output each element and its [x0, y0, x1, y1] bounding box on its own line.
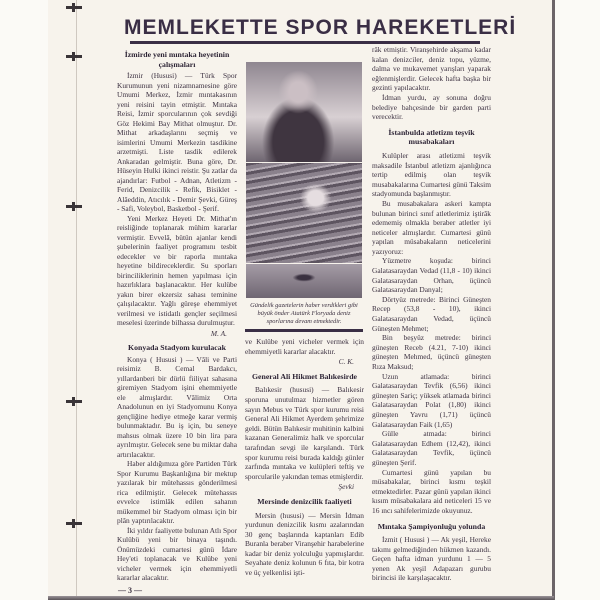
article-heading: Mıntaka Şampiyonluğu yolunda [377, 521, 486, 531]
article-signature: Şevki [338, 482, 354, 492]
page-bottom-shadow [48, 596, 554, 600]
column-1 [117, 47, 237, 583]
article-signature: C. K. [338, 357, 354, 367]
article-heading: Konyada Stadyom kurulacak [128, 343, 226, 352]
page-number: — 3 — [118, 586, 142, 595]
article-paragraph: Haber aldığımıza göre Partiden Türk Spor Kurumu Başkanlığına bir mektup yazılarak bir mütehassıs gönderilmesi rica edilmiştir. Gelecek mütehassıs evvelce istimlâk edilen sahanın mükemmel bir Stadyom olması için bir plân yaptırılacaktır. [117, 459, 237, 525]
article-paragraph: Yeni Merkez Heyeti Dr. Mithat'ın reisliğinde toplanarak mühim kararlar vermiştir. Evvelâ, bütün ajanlar kendi şubelerinin faaliyet programını tesbit edecekler ve bir raporla mıntaka heyetine bildireceklerdir. Su sporları birinciliklerinin hemen yapılması için hazırlıklara başlanacaktır. Her kulübe yakın birer ekzersiz sahası temininе çalışılacaktır. Yağlı güreşe ehemmiyet verilmesi ve istidatlı gençler seçilmesi meselesi üzerinde bilhassa durulmuştur. [117, 213, 237, 327]
photo-swimming [246, 163, 362, 263]
photo-rowing-boat [246, 264, 362, 298]
article-paragraph: Balıkesir (hususi) — Balıkesir sporuna unutulmaz hizmetler gören sayın Mebus ve Türk spor kurumu reisi General Ali Hikmet Ayerdem şehrimize geldi. Bütün Balıkesir muhitinin kalbini kazanan Generalimiz halk ve sporcular tarafından sevgi ile karşılandı. Türk spor kurumu reisi burada kaldığı günler zarfında mıntaka ve kulüpleri teftiş ve sporcularile yakından temas etmişlerdir. [245, 385, 364, 481]
binder-staple [66, 205, 82, 208]
article-paragraph: ve Kulübe yeni vicheler vermek için ehemmiyetli kararlar alacaktır. [245, 337, 364, 356]
article-paragraph: İzmit ( Hususi ) — Ak yeşil, Hereke takımı gelmediğinden hükmen kazandı. Geçen hafta idman yurdunu 1 — 5 yenen Ak yeşil Adapazarı gurubu birincisi ile karşılaşacaktır. [372, 535, 491, 583]
article-paragraph: Mersin (hususi) — Mersin İdman yurdunun denizcilik kısmı azalarından 30 genç başlarında kaptanları Edib Buranla beraber Viranşehir harabelerine kadar bir deniz yolculuğu yapmışlardır. Seyahate deniz kolunun 6 fıta, bir kotra ve üç yelkenlisi işti- [245, 510, 364, 578]
page-title: MEMLEKETTE SPOR HAREKETLERİ [124, 16, 517, 39]
article-paragraph: Yüzmetre koşuda: birinci Galatasaraydan Vedad (11,8 - 10) ikinci Galatasaraydan Orhan, üçüncü Galatasaraydan Danyal; [372, 256, 491, 295]
article-paragraph: Kulüpler arası atletizmi teşvik maksadile İstanbul atletizm ajanlığınca tertip edilmiş olan teşvik musabakalarına Cumartesi günü Taksim stadyomunda başlanmıştır. [372, 150, 491, 199]
binder-staple [66, 6, 82, 9]
column-2 [245, 337, 364, 578]
article-paragraph: Bin beşyüz metrede: birinci güneşten Receb (4.21, 7-10) ikinci güneşten Mehmed, üçüncü güneşten Rıza Maksud; [372, 333, 491, 371]
article-paragraph: Cumartesi günü yapılan bu müsabakalar, birinci kısmı teşkil etmektedirler. Pazar günü yapılan ikinci kısım müsabakalara aid neticeleri 15 ve 16 ıncı sahifelerimizde okuyunuz. [372, 467, 491, 515]
binder-staple [66, 400, 82, 403]
binding-fold [76, 0, 77, 600]
article-paragraph: râk etmiştir. Viranşehirde akşama kadar kalan denizciler, deniz topu, yüzme, dalma ve mukavemet yarışları yaparak eğlenmişlerdir. Gelecek hafta başka bir gezinti yapılacaktır. [372, 45, 491, 93]
photo-caption: Gündelik gazetelerin haber verdikleri gibi büyük önder Atatürk Floryada deniz sporlarına devam etmektedir. [250, 302, 358, 325]
binder-staple [66, 522, 82, 525]
article-paragraph: Konya ( Hususi ) — Vâli ve Parti reisimiz B. Cemal Bardakcı, yıllardanberi bir dürlü fiiliyat sahasına giremiyen Stadyom işini ehemmiyetle ele almışlardır. Vâlimiz Orta Anadolunun en iyi Stadyomunu Konya gençliğine hediye etmeğe karar vermiş bulunmaktadır. Bu iş için, bu seneye mahsus olmak üzere 10 bin lira para ayrılmıştır. Gelecek sene bu miktar daha artırılacaktır. [117, 354, 237, 459]
article-heading: İstanbulda atletizm teşvik musabakaları [388, 127, 475, 147]
article-paragraph: İzmir (Hususi) — Türk Spor Kurumunun yeni nizamnamesine göre Umumi Merkez, İzmir mıntakasının yeni reisini tayin etmiştir. Mıntaka Reisi, İzmir sporcularının çok sevdiği Göz Hekimi Bay Mithat olmuştur. Dr. Mithat arkadaşlarını seçmiş ve isimlerini Umumi Merkezin tasdikine arzetmişti. Liste tasdik edilerek Ankaradan gelmiştir. Buna göre, Dr. Hüseyin Hulki ikinci reistir. Şu zatlar da ajandırlar: Futbol - Adnan, Atletizm - Ferid, Denizcilik - Refik, Bisiklet - Alâeddin, Atıcılık - Demir Şevki, Güreş - Safi, Voleybol, Basketbol - Şerif. [117, 71, 237, 213]
binder-staple [66, 55, 82, 58]
article-paragraph: İdman yurdu, ay sonuna doğru belediye bahçesinde bir garden parti verecektir. [372, 92, 491, 122]
article-heading: Mersinde denizcilik faaliyeti [257, 496, 352, 506]
title-underline [130, 41, 480, 44]
article-heading: İzmirde yeni mıntaka heyetinin çalışmaları [124, 50, 230, 69]
photo-ataturk-portrait [246, 62, 362, 162]
article-paragraph: Gülle atmada: birinci Galatasaraydan Edhem (12,42), ikinci Galatasaraydan Tevfik, üçüncü güneşten Şerif. [372, 429, 491, 467]
caption-rule [245, 329, 363, 332]
page-edge [552, 0, 555, 600]
photo-collage [246, 62, 362, 298]
article-paragraph: İki yıldır faaliyette bulunan Atlı Spor Kulübü yeni bir binaya taşındı. Önümüzdeki cumartesi günü İdare Hey'eti toplanacak ve Kulübe yeni vicheler vermek için ehemmiyetli kararlar alacaktır. [117, 525, 237, 582]
article-paragraph: Bu musabakalara askeri kampta bulunan birinci sınıf atletlerimiz iştirâk edememiş olmakla beraber atletler iyi neticeler almışlardır. Cumartesi günü yapılan müsabakaların neticelerini yazıyoruz: [372, 198, 491, 256]
column-3 [372, 45, 491, 583]
article-heading: General Ali Hikmet Balıkesirde [251, 371, 358, 381]
article-signature: M. A. [210, 328, 227, 338]
article-paragraph: Dörtyüz metrede: Birinci Güneşten Recep (53,8 - 10), ikinci Galatasaraydan Vedad, üçüncü Güneşten Mehmet; [372, 294, 491, 333]
article-paragraph: Uzun atlamada: birinci Galatasaraydan Tevfik (6,56) ikinci güneşten Sariç; yüksek atlamada birinci Galatasaraydan Polat (1,80) ikinci güneşten Yavru (1,71) üçüncü Galatasaraydan Faik (1,65) [372, 371, 491, 429]
